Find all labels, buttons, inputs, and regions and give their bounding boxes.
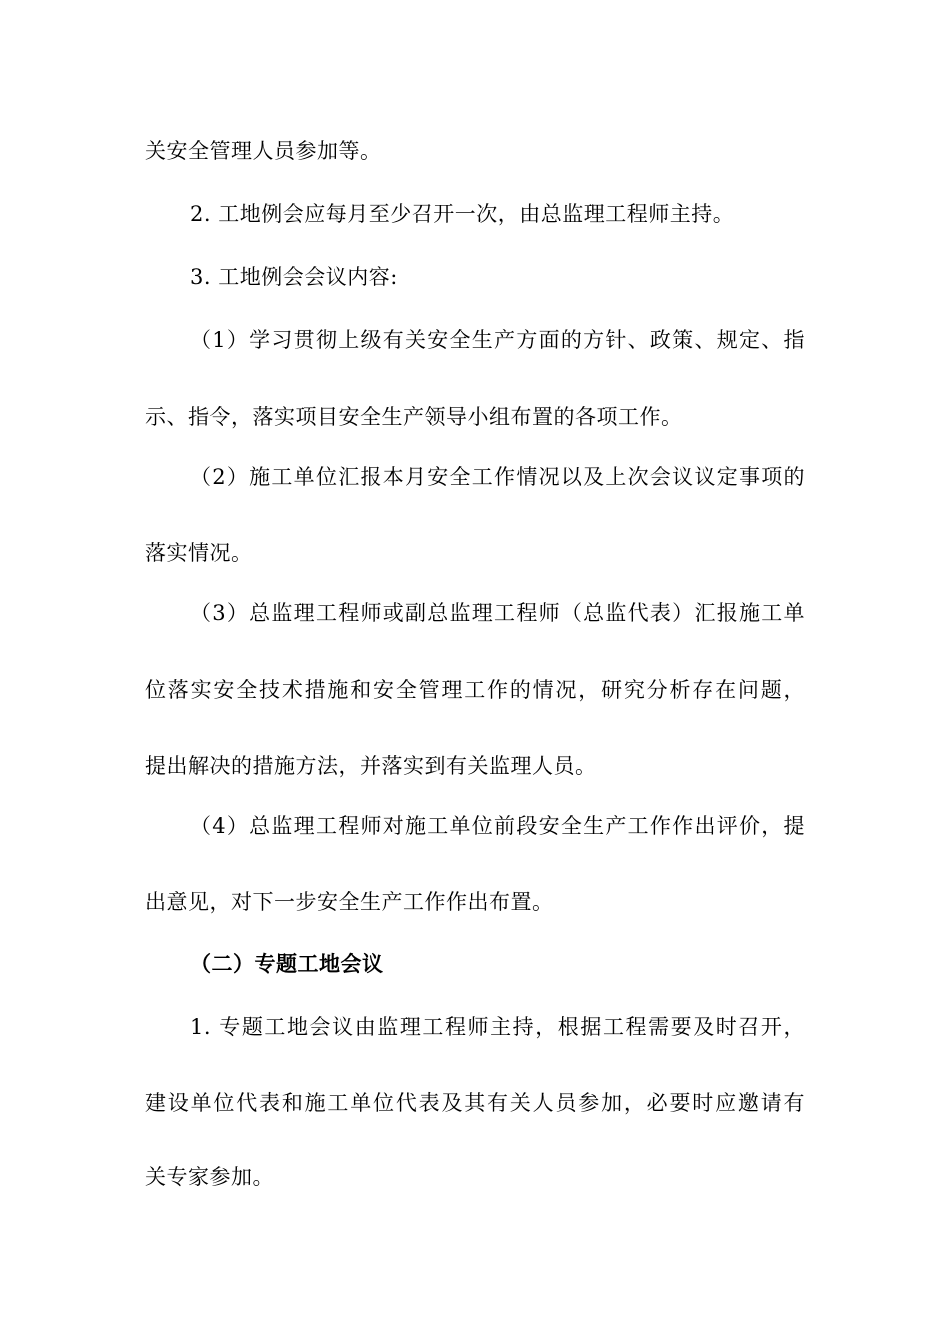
special-item-1-line-3: 关专家参加。 <box>145 1165 274 1189</box>
item-3-heading: 3. 工地例会会议内容: <box>190 265 398 289</box>
subitem-1-line-1: （1）学习贯彻上级有关安全生产方面的方针、政策、规定、指 <box>190 328 805 352</box>
paragraph-continuation: 关安全管理人员参加等。 <box>145 139 382 163</box>
item-2-text: 2. 工地例会应每月至少召开一次，由总监理工程师主持。 <box>190 202 735 226</box>
subitem-3-line-3: 提出解决的措施方法，并落实到有关监理人员。 <box>145 754 597 778</box>
subitem-1-line-2: 示、指令，落实项目安全生产领导小组布置的各项工作。 <box>145 405 683 429</box>
subitem-2-line-1: （2）施工单位汇报本月安全工作情况以及上次会议议定事项的 <box>190 465 805 489</box>
special-item-1-line-2: 建设单位代表和施工单位代表及其有关人员参加，必要时应邀请有 <box>145 1091 805 1115</box>
subitem-4-line-1: （4）总监理工程师对施工单位前段安全生产工作作出评价，提 <box>190 814 805 838</box>
section-heading-special-meeting: （二）专题工地会议 <box>190 951 384 976</box>
subitem-4-line-2: 出意见，对下一步安全生产工作作出布置。 <box>145 890 554 914</box>
special-item-1-line-1: 1. 专题工地会议由监理工程师主持，根据工程需要及时召开， <box>190 1015 805 1039</box>
subitem-3-line-2: 位落实安全技术措施和安全管理工作的情况，研究分析存在问题， <box>145 678 805 702</box>
subitem-3-line-1: （3）总监理工程师或副总监理工程师（总监代表）汇报施工单 <box>190 601 805 625</box>
subitem-2-line-2: 落实情况。 <box>145 541 253 565</box>
